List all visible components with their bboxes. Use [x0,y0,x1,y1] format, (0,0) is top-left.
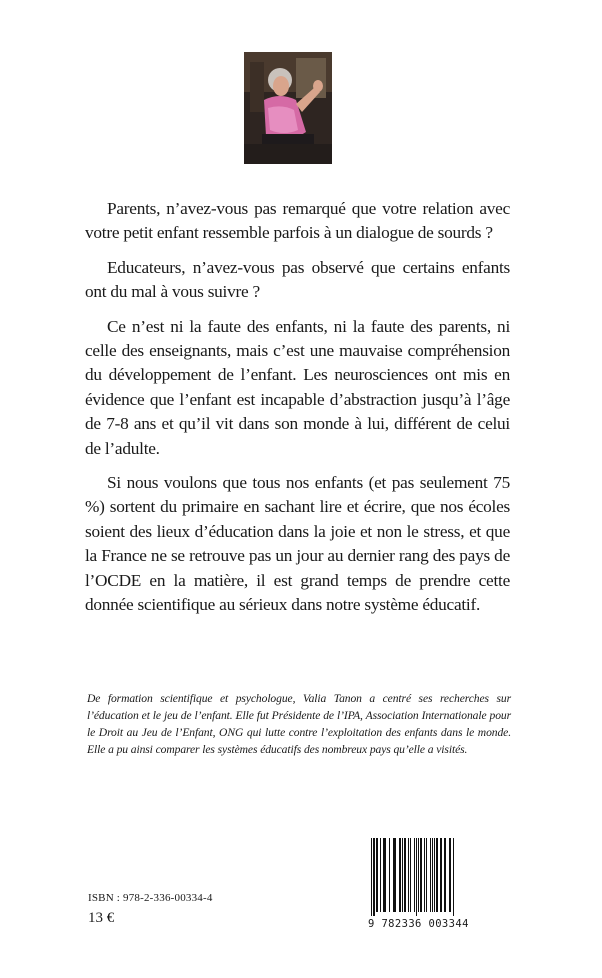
barcode-bar [371,838,372,916]
barcode-bar [402,838,403,912]
barcode-bar [373,838,375,916]
barcode-bar [393,838,396,912]
barcode-bar [426,838,427,912]
barcode-bar [418,838,419,912]
paragraph-4: Si nous voulons que tous nos enfants (et pas seulement 75 %) sortent du primaire en sachant lire et écrire, que nos écoles soient des lieux d’éducation dans la joie et non le stress, et que la France ne se retrouve pas un jour au dernier rang des pays de l’OCDE en la matière, il est grand temps de prendre cette donnée scientifique au sérieux dans notre système éducatif. [85,473,510,615]
barcode-bar [453,838,454,916]
barcode-bar [420,838,422,912]
paragraph-3: Ce n’est ni la faute des enfants, ni la faute des parents, ni celle des enseignants, mais c’est une mauvaise compréhension du développement de l’enfant. Les neurosciences ont mis en évidence que l’enfant est incapable d’abstraction jusqu’à l’âge de 7-8 ans et qu’il vit dans son monde à lui, différent de celui de l’adulte. [85,316,510,458]
barcode-bar [434,838,435,912]
barcode-bar [416,838,417,916]
barcode-bar [414,838,415,912]
barcode-bar [399,838,401,912]
barcode-bar [430,838,431,912]
barcode-bar [389,838,390,912]
barcode-bar [404,838,406,912]
barcode-bar [449,838,451,912]
barcode-bar [376,838,378,912]
barcode-bar [380,838,381,912]
paragraph-2: Educateurs, n’avez-vous pas observé que certains enfants ont du mal à vous suivre ? [85,257,510,302]
barcode-digits: 9 782336 003344 [368,918,469,930]
barcode-bar [408,838,409,912]
barcode-bars [361,836,512,916]
author-bio: De formation scientifique et psychologue, Valia Tanon a centré ses recherches sur l’éducation et le jeu de l’enfant. Elle fut Présidente de l’IPA, Association Internationale pour le Droit au Jeu de l’Enfant, ONG qui lutte contre l’exploitation des enfants dans le monde. Elle a pu ainsi comparer les systèmes éducatifs des nombreux pays qu’elle a visités. [87,692,511,756]
barcode-bar [432,838,433,912]
barcode-bar [410,838,411,912]
author-portrait-image [244,52,332,164]
author-photo [244,52,332,164]
isbn: ISBN : 978-2-336-00334-4 [88,892,213,904]
barcode-bar [383,838,386,912]
barcode-bar [436,838,438,912]
main-text [85,197,510,628]
barcode-bar [444,838,446,912]
barcode-bar [440,838,442,912]
barcode-bar [424,838,425,912]
price: 13 € [88,910,115,926]
paragraph-1: Parents, n’avez-vous pas remarqué que votre relation avec votre petit enfant ressemble parfois à un dialogue de sourds ? [85,199,510,243]
